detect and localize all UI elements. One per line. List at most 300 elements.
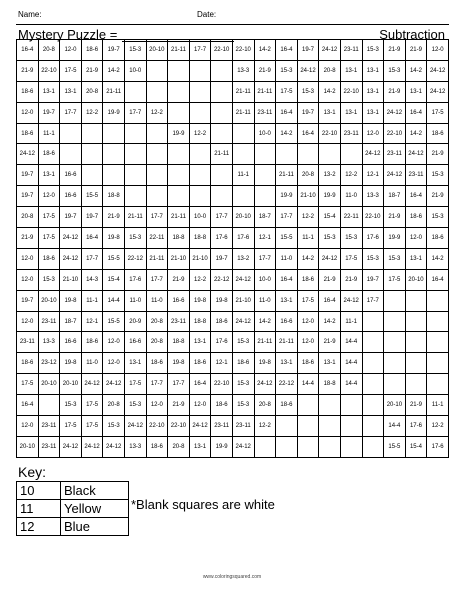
grid-cell (189, 165, 211, 186)
grid-cell: 15-3 (319, 228, 341, 249)
grid-cell: 18-6 (276, 395, 298, 416)
grid-cell: 24-12 (319, 40, 341, 61)
grid-cell: 17-5 (276, 81, 298, 102)
grid-cell (103, 165, 125, 186)
grid-cell: 22-10 (146, 416, 168, 437)
grid-cell: 15-3 (232, 395, 254, 416)
grid-cell: 17-5 (38, 207, 60, 228)
grid-cell: 18-6 (17, 123, 39, 144)
grid-cell: 21-11 (168, 40, 190, 61)
grid-cell: 13-2 (232, 248, 254, 269)
grid-cell (81, 144, 103, 165)
grid-cell: 12-2 (81, 102, 103, 123)
color-key (16, 481, 129, 536)
grid-cell: 18-6 (405, 207, 427, 228)
grid-cell (276, 436, 298, 457)
grid-cell: 17-5 (60, 60, 82, 81)
grid-cell: 12-2 (254, 416, 276, 437)
grid-row (17, 436, 449, 457)
grid-cell (362, 311, 384, 332)
grid-cell: 15-3 (232, 374, 254, 395)
grid-cell: 21-9 (405, 395, 427, 416)
grid-cell: 18-6 (146, 353, 168, 374)
grid-cell: 19-8 (60, 353, 82, 374)
grid-cell: 21-9 (384, 207, 406, 228)
grid-cell: 21-9 (254, 60, 276, 81)
grid-cell (211, 123, 233, 144)
grid-cell: 21-10 (168, 248, 190, 269)
grid-row (17, 81, 449, 102)
grid-cell: 21-11 (254, 332, 276, 353)
grid-cell: 24-12 (427, 81, 449, 102)
grid-cell (60, 123, 82, 144)
grid-cell: 24-12 (384, 165, 406, 186)
grid-cell: 15-5 (103, 311, 125, 332)
grid-cell: 21-11 (254, 81, 276, 102)
grid-cell: 10-0 (189, 207, 211, 228)
grid-cell: 14-4 (340, 374, 362, 395)
grid-cell (168, 102, 190, 123)
grid-cell (189, 144, 211, 165)
grid-cell (254, 436, 276, 457)
grid-cell: 18-8 (168, 228, 190, 249)
grid-cell: 17-7 (81, 248, 103, 269)
grid-cell: 15-3 (124, 228, 146, 249)
grid-cell: 12-0 (146, 395, 168, 416)
grid-cell: 20-10 (384, 395, 406, 416)
grid-cell: 12-2 (189, 123, 211, 144)
grid-cell (168, 81, 190, 102)
grid-cell: 10-0 (124, 60, 146, 81)
grid-cell (384, 374, 406, 395)
grid-cell: 16-4 (189, 374, 211, 395)
grid-cell: 24-12 (124, 416, 146, 437)
grid-cell: 24-12 (60, 228, 82, 249)
grid-cell: 21-9 (405, 40, 427, 61)
grid-cell: 23-11 (38, 311, 60, 332)
grid-cell: 15-3 (362, 40, 384, 61)
grid-row (17, 311, 449, 332)
subject-label: Subtraction (379, 27, 445, 42)
grid-cell: 19-9 (168, 123, 190, 144)
grid-cell: 18-6 (146, 436, 168, 457)
grid-cell: 16-4 (17, 40, 39, 61)
key-color: Black (61, 482, 129, 500)
grid-row (17, 332, 449, 353)
grid-cell (124, 81, 146, 102)
grid-cell: 17-7 (168, 374, 190, 395)
grid-cell (211, 186, 233, 207)
grid-cell (146, 186, 168, 207)
grid-cell (254, 165, 276, 186)
grid-cell: 18-6 (427, 228, 449, 249)
grid-cell: 12-0 (103, 332, 125, 353)
grid-cell: 21-11 (168, 207, 190, 228)
grid-cell: 12-0 (297, 311, 319, 332)
grid-cell: 19-9 (103, 102, 125, 123)
grid-cell: 14-2 (276, 123, 298, 144)
grid-cell: 17-7 (276, 207, 298, 228)
grid-row (17, 228, 449, 249)
grid-cell: 24-12 (232, 436, 254, 457)
grid-cell (168, 165, 190, 186)
grid-cell: 24-12 (427, 60, 449, 81)
grid-cell: 14-2 (297, 248, 319, 269)
grid-cell: 24-12 (60, 248, 82, 269)
grid-cell: 24-12 (297, 60, 319, 81)
grid-cell: 11-0 (340, 186, 362, 207)
grid-cell: 19-7 (81, 207, 103, 228)
grid-cell: 20-8 (146, 311, 168, 332)
grid-cell (319, 395, 341, 416)
grid-cell: 20-10 (17, 436, 39, 457)
grid-cell: 12-0 (60, 40, 82, 61)
grid-cell: 18-8 (168, 332, 190, 353)
grid-cell: 18-8 (189, 228, 211, 249)
grid-cell: 11-1 (81, 290, 103, 311)
grid-cell (405, 332, 427, 353)
grid-cell: 22-10 (38, 60, 60, 81)
grid-cell: 17-5 (340, 248, 362, 269)
grid-cell (276, 144, 298, 165)
grid-cell: 19-8 (60, 290, 82, 311)
grid-cell: 10-0 (254, 123, 276, 144)
grid-cell: 12-0 (297, 332, 319, 353)
grid-cell: 13-3 (362, 186, 384, 207)
grid-cell: 12-0 (189, 395, 211, 416)
website-footer: www.coloringsquared.com (202, 574, 262, 580)
grid-cell: 22-10 (211, 374, 233, 395)
grid-cell (124, 144, 146, 165)
grid-cell: 13-1 (276, 353, 298, 374)
grid-cell (146, 144, 168, 165)
grid-cell: 17-5 (427, 102, 449, 123)
grid-cell: 18-6 (38, 144, 60, 165)
grid-cell: 15-3 (103, 416, 125, 437)
grid-cell: 21-11 (276, 332, 298, 353)
grid-cell: 14-2 (103, 60, 125, 81)
grid-cell (124, 123, 146, 144)
grid-cell (189, 60, 211, 81)
grid-cell: 14-4 (340, 332, 362, 353)
grid-cell: 18-6 (38, 248, 60, 269)
grid-cell: 15-3 (232, 332, 254, 353)
key-row (17, 500, 129, 518)
grid-cell: 24-12 (319, 248, 341, 269)
grid-cell: 14-2 (427, 248, 449, 269)
grid-cell (340, 395, 362, 416)
grid-cell: 21-11 (211, 144, 233, 165)
grid-cell (362, 395, 384, 416)
grid-cell: 21-9 (168, 269, 190, 290)
grid-row (17, 395, 449, 416)
puzzle-title: Mystery Puzzle = (18, 27, 118, 42)
grid-cell: 20-8 (168, 436, 190, 457)
grid-cell (427, 332, 449, 353)
grid-cell: 22-10 (319, 123, 341, 144)
grid-cell: 23-11 (17, 332, 39, 353)
grid-cell: 18-6 (17, 81, 39, 102)
grid-cell: 13-1 (319, 353, 341, 374)
grid-cell: 21-11 (232, 102, 254, 123)
grid-cell: 16-6 (124, 332, 146, 353)
grid-cell: 19-7 (38, 102, 60, 123)
grid-cell (384, 332, 406, 353)
grid-cell: 12-1 (362, 165, 384, 186)
grid-cell: 23-11 (168, 311, 190, 332)
grid-cell (211, 165, 233, 186)
grid-cell: 17-5 (384, 269, 406, 290)
grid-cell: 19-9 (384, 228, 406, 249)
grid-cell: 16-6 (60, 332, 82, 353)
grid-cell (297, 395, 319, 416)
grid-cell: 17-7 (189, 40, 211, 61)
grid-cell: 24-12 (81, 436, 103, 457)
grid-cell: 24-12 (232, 269, 254, 290)
grid-cell: 19-8 (189, 290, 211, 311)
grid-cell: 15-3 (60, 395, 82, 416)
grid-cell: 23-11 (340, 123, 362, 144)
grid-cell: 17-7 (124, 102, 146, 123)
grid-cell: 18-6 (17, 353, 39, 374)
grid-cell: 11-1 (297, 228, 319, 249)
grid-cell: 12-2 (146, 102, 168, 123)
grid-cell: 12-2 (297, 207, 319, 228)
grid-cell: 12-1 (81, 311, 103, 332)
grid-cell: 22-12 (124, 248, 146, 269)
grid-cell: 20-8 (38, 40, 60, 61)
grid-cell: 22-10 (211, 40, 233, 61)
grid-cell: 15-3 (340, 228, 362, 249)
grid-cell: 21-9 (17, 228, 39, 249)
grid-cell: 16-6 (60, 186, 82, 207)
grid-cell: 13-1 (340, 102, 362, 123)
grid-cell: 20-8 (254, 395, 276, 416)
grid-row (17, 144, 449, 165)
grid-cell (211, 60, 233, 81)
grid-cell (427, 353, 449, 374)
grid-cell: 13-1 (405, 81, 427, 102)
grid-cell: 21-9 (168, 395, 190, 416)
grid-cell: 18-6 (232, 353, 254, 374)
grid-cell: 13-1 (340, 60, 362, 81)
grid-cell: 21-10 (60, 269, 82, 290)
grid-cell: 20-10 (38, 374, 60, 395)
grid-cell: 13-1 (362, 60, 384, 81)
grid-cell: 22-10 (340, 81, 362, 102)
grid-row (17, 248, 449, 269)
grid-cell: 21-9 (427, 186, 449, 207)
grid-cell: 13-1 (189, 436, 211, 457)
grid-row (17, 353, 449, 374)
grid-cell: 22-10 (232, 40, 254, 61)
grid-cell (297, 436, 319, 457)
grid-cell (232, 144, 254, 165)
key-heading: Key: (18, 464, 47, 480)
grid-cell: 12-0 (17, 311, 39, 332)
grid-cell: 16-4 (17, 395, 39, 416)
grid-cell: 19-7 (60, 207, 82, 228)
grid-cell: 19-8 (254, 353, 276, 374)
grid-cell (211, 81, 233, 102)
grid-row (17, 290, 449, 311)
grid-cell: 15-5 (384, 436, 406, 457)
grid-cell (124, 165, 146, 186)
grid-cell: 11-0 (124, 290, 146, 311)
grid-cell: 10-0 (254, 269, 276, 290)
grid-cell (38, 395, 60, 416)
grid-cell (81, 123, 103, 144)
grid-cell: 16-4 (427, 269, 449, 290)
grid-cell: 17-5 (297, 290, 319, 311)
key-row (17, 482, 129, 500)
grid-cell: 20-8 (81, 81, 103, 102)
grid-cell: 17-5 (81, 416, 103, 437)
grid-cell: 18-6 (211, 395, 233, 416)
grid-cell: 22-10 (362, 207, 384, 228)
grid-cell: 14-4 (340, 353, 362, 374)
grid-cell (405, 311, 427, 332)
grid-row (17, 165, 449, 186)
grid-cell: 15-3 (427, 165, 449, 186)
grid-cell: 15-3 (384, 248, 406, 269)
grid-cell: 24-12 (103, 436, 125, 457)
grid-cell: 17-6 (362, 228, 384, 249)
grid-cell: 17-6 (211, 228, 233, 249)
grid-cell: 13-1 (362, 102, 384, 123)
grid-cell (297, 144, 319, 165)
grid-cell: 17-6 (427, 436, 449, 457)
grid-cell: 17-7 (254, 248, 276, 269)
grid-cell (276, 416, 298, 437)
grid-cell: 16-4 (81, 228, 103, 249)
grid-cell: 20-10 (146, 40, 168, 61)
grid-cell: 17-5 (38, 228, 60, 249)
grid-cell: 15-3 (427, 207, 449, 228)
grid-cell: 13-1 (189, 332, 211, 353)
grid-cell: 18-6 (427, 123, 449, 144)
grid-cell: 19-7 (211, 248, 233, 269)
grid-cell: 17-7 (60, 102, 82, 123)
grid-cell: 15-3 (124, 395, 146, 416)
grid-cell: 19-7 (17, 165, 39, 186)
grid-cell: 13-1 (38, 81, 60, 102)
grid-cell: 17-5 (81, 395, 103, 416)
grid-cell: 17-5 (124, 374, 146, 395)
name-date-row (16, 8, 449, 25)
grid-cell: 23-11 (211, 416, 233, 437)
grid-cell: 21-11 (124, 207, 146, 228)
grid-cell: 21-9 (384, 81, 406, 102)
grid-cell: 21-9 (81, 60, 103, 81)
grid-cell: 18-6 (81, 332, 103, 353)
grid-cell: 24-12 (103, 374, 125, 395)
grid-cell (405, 290, 427, 311)
grid-cell: 16-4 (276, 269, 298, 290)
grid-row (17, 186, 449, 207)
grid-cell: 16-4 (297, 123, 319, 144)
grid-cell (384, 290, 406, 311)
grid-cell (362, 374, 384, 395)
grid-cell: 12-2 (189, 269, 211, 290)
grid-cell (427, 311, 449, 332)
grid-cell: 14-4 (384, 416, 406, 437)
grid-row (17, 269, 449, 290)
grid-cell: 23-11 (340, 40, 362, 61)
grid-cell: 20-9 (124, 311, 146, 332)
grid-cell (340, 144, 362, 165)
grid-cell: 17-7 (146, 269, 168, 290)
grid-cell: 13-1 (124, 353, 146, 374)
grid-cell: 12-0 (17, 416, 39, 437)
grid-cell: 13-1 (319, 102, 341, 123)
grid-cell (232, 123, 254, 144)
grid-cell: 18-8 (103, 186, 125, 207)
grid-cell (362, 416, 384, 437)
grid-cell: 24-12 (384, 102, 406, 123)
grid-cell: 17-5 (60, 416, 82, 437)
grid-cell (103, 123, 125, 144)
grid-cell: 12-0 (17, 102, 39, 123)
key-color: Blue (61, 518, 129, 536)
grid-cell: 12-2 (427, 416, 449, 437)
grid-cell: 23-11 (254, 102, 276, 123)
grid-cell: 17-7 (146, 374, 168, 395)
grid-cell (319, 436, 341, 457)
grid-row (17, 123, 449, 144)
grid-cell: 18-6 (211, 311, 233, 332)
grid-cell (211, 102, 233, 123)
grid-cell (405, 353, 427, 374)
grid-cell (254, 144, 276, 165)
key-number: 11 (17, 500, 61, 518)
grid-cell: 15-5 (103, 248, 125, 269)
grid-cell: 15-4 (319, 207, 341, 228)
grid-cell: 18-8 (189, 311, 211, 332)
grid-cell: 20-8 (103, 395, 125, 416)
grid-cell: 14-2 (405, 123, 427, 144)
grid-cell: 21-9 (340, 269, 362, 290)
grid-cell: 18-8 (319, 374, 341, 395)
grid-cell: 23-11 (38, 436, 60, 457)
grid-cell: 13-1 (38, 165, 60, 186)
grid-cell: 21-11 (232, 81, 254, 102)
puzzle-grid (16, 39, 449, 458)
grid-cell: 24-12 (254, 374, 276, 395)
grid-cell: 21-10 (297, 186, 319, 207)
grid-cell: 15-3 (276, 60, 298, 81)
blank-squares-note: *Blank squares are white (131, 497, 275, 512)
grid-cell: 24-12 (60, 436, 82, 457)
grid-cell: 24-12 (17, 144, 39, 165)
grid-cell (189, 186, 211, 207)
grid-cell: 21-11 (276, 165, 298, 186)
grid-cell: 23-11 (232, 416, 254, 437)
grid-cell: 12-0 (17, 248, 39, 269)
grid-cell: 17-7 (362, 290, 384, 311)
grid-cell: 12-0 (405, 228, 427, 249)
grid-cell: 20-10 (232, 207, 254, 228)
grid-cell (168, 186, 190, 207)
grid-row (17, 40, 449, 61)
grid-cell (319, 416, 341, 437)
grid-cell: 18-6 (297, 353, 319, 374)
grid-cell (189, 102, 211, 123)
grid-cell: 24-12 (232, 311, 254, 332)
grid-cell (384, 353, 406, 374)
grid-row (17, 207, 449, 228)
grid-cell: 23-12 (38, 353, 60, 374)
